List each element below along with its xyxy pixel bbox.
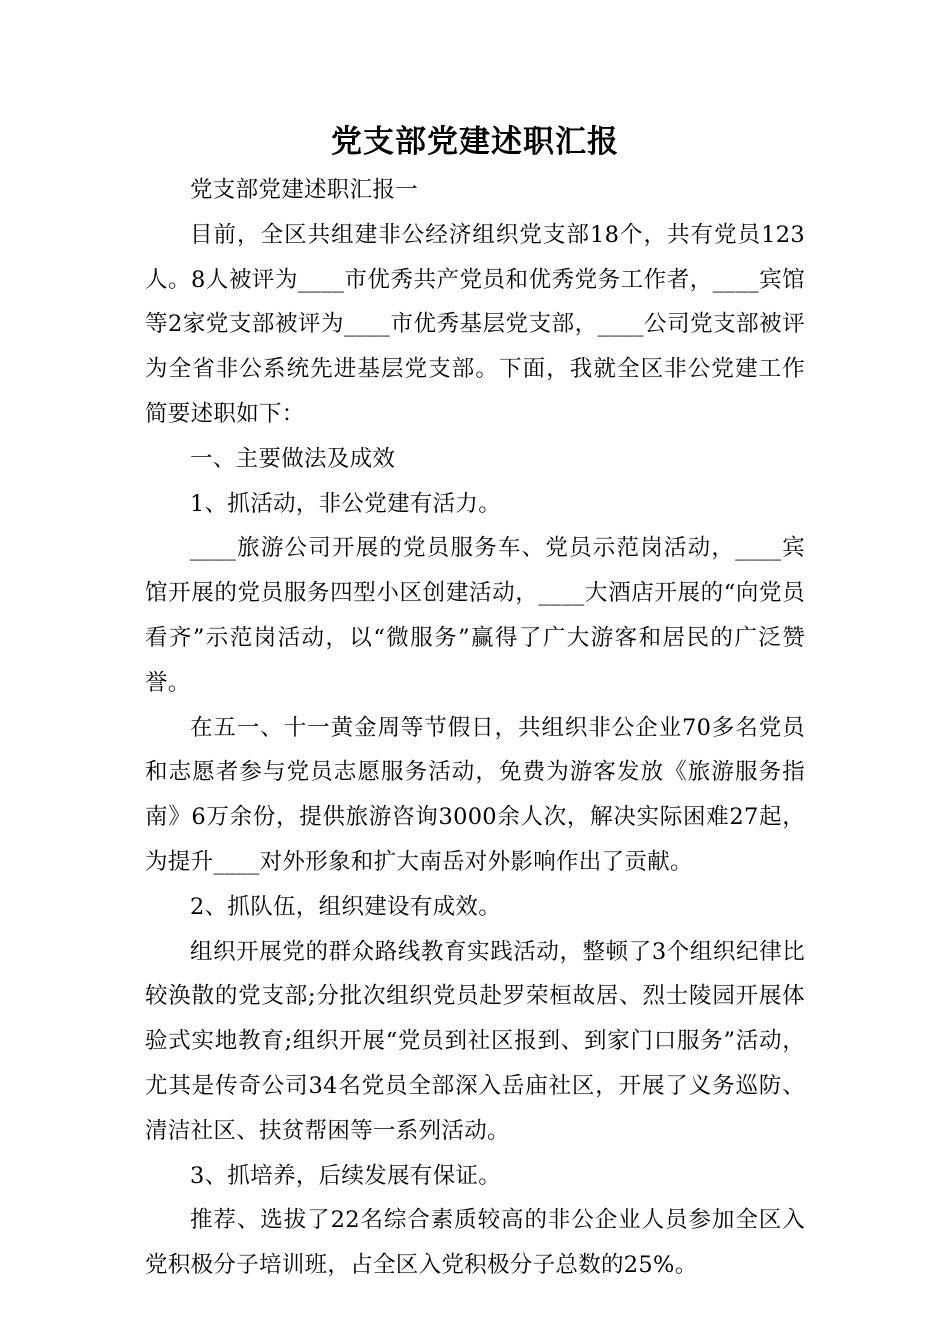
subheading-activities: 1、抓活动，非公党建有活力。: [190, 490, 502, 517]
paragraph-activities-1: ____旅游公司开展的党员服务车、党员示范岗活动，____宾馆开展的党员服务四型小区创建活动，____大酒店开展的“向党员看齐”示范岗活动，以“微服务”赢得了广大游客和居民的广泛赞誉。: [145, 535, 805, 696]
paragraph-intro: 目前，全区共组建非公经济组织党支部18个，共有党员123人。8人被评为____市优秀共产党员和优秀党务工作者，____宾馆等2家党支部被评为____市优秀基层党支部，____公司党支部被评为全省非公系统先进基层党支部。下面，我就全区非公党建工作简要述职如下：: [145, 221, 805, 427]
paragraph-activities-2: 在五一、十一黄金周等节假日，共组织非公企业70多名党员和志愿者参与党员志愿服务活动，免费为游客发放《旅游服务指南》6万余份，提供旅游咨询3000余人次，解决实际困难27起，为提升____对外形象和扩大南岳对外影响作出了贡献。: [145, 714, 805, 875]
document-page: [145, 118, 805, 1288]
paragraph-team: 组织开展党的群众路线教育实践活动，整顿了3个组织纪律比较涣散的党支部;分批次组织党员赴罗荣桓故居、烈士陵园开展体验式实地教育;组织开展“党员到社区报到、到家门口服务”活动，尤其是传奇公司34名党员全部深入岳庙社区，开展了义务巡防、清洁社区、扶贫帮困等一系列活动。: [145, 938, 805, 1144]
section-heading-main-practices: 一、主要做法及成效: [190, 445, 396, 472]
document-body: [145, 168, 805, 1288]
paragraph-training: 推荐、选拔了22名综合素质较高的非公企业人员参加全区入党积极分子培训班，占全区入党积极分子总数的25%。: [145, 1207, 805, 1279]
paragraph-subtitle: 党支部党建述职汇报一: [190, 177, 419, 203]
subheading-training: 3、抓培养，后续发展有保证。: [190, 1162, 502, 1189]
subheading-team: 2、抓队伍，组织建设有成效。: [190, 893, 502, 920]
document-title: 党支部党建述职汇报: [331, 124, 619, 160]
